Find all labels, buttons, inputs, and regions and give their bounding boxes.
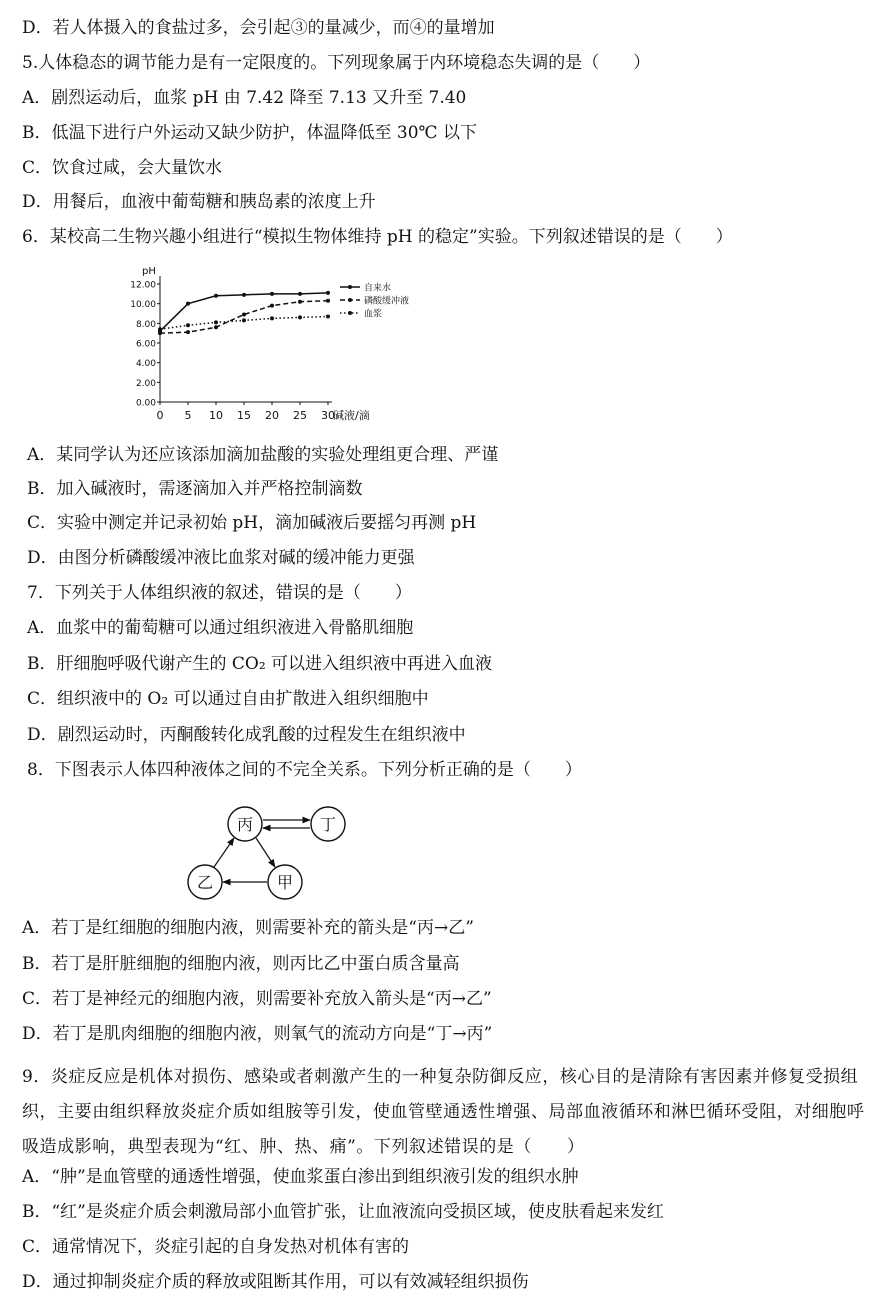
y-tick-label: 8.00 bbox=[135, 319, 156, 330]
q8-option-a: A．若丁是红细胞的细胞内液，则需要补充的箭头是“丙→乙” bbox=[22, 918, 474, 938]
question-6: 6．某校高二生物兴趣小组进行“模拟生物体维持 pH 的稳定”实验。下列叙述错误的是（ ） bbox=[22, 227, 733, 247]
x-tick-label: 10 bbox=[209, 409, 223, 422]
node-jia-label: 甲 bbox=[276, 873, 294, 892]
series-2-point bbox=[214, 325, 218, 329]
q8-option-d: D．若丁是肌肉细胞的细胞内液，则氧气的流动方向是“丁→丙” bbox=[22, 1024, 493, 1044]
x-axis-ticks bbox=[157, 402, 336, 422]
ph-line-chart bbox=[120, 262, 430, 432]
q5-option-b: B．低温下进行户外运动又缺少防护，体温降低至 30℃ 以下 bbox=[22, 123, 477, 143]
q8-option-c: C．若丁是神经元的细胞内液，则需要补充放入箭头是“丙→乙” bbox=[22, 989, 492, 1009]
x-tick-label: 15 bbox=[237, 409, 251, 422]
q7-option-a: A．血浆中的葡萄糖可以通过组织液进入骨骼肌细胞 bbox=[27, 618, 414, 638]
series-1-point bbox=[214, 294, 218, 298]
series-3-point bbox=[214, 320, 218, 324]
q9-option-c: C．通常情况下，炎症引起的自身发热对机体有害的 bbox=[22, 1237, 410, 1257]
q5-option-a: A．剧烈运动后，血浆 pH 由 7.42 降至 7.13 又升至 7.40 bbox=[22, 88, 467, 108]
q9-option-d: D．通过抑制炎症介质的释放或阻断其作用，可以有效减轻组织损伤 bbox=[22, 1272, 529, 1292]
x-axis-label: 碱液/滴 bbox=[333, 409, 370, 422]
series-3-point bbox=[326, 314, 330, 318]
series-1-point bbox=[186, 302, 190, 306]
series-2-point bbox=[186, 330, 190, 334]
arrow-yi-to-bing bbox=[214, 838, 234, 867]
y-tick-label: 12.00 bbox=[130, 280, 156, 291]
y-tick-label: 4.00 bbox=[135, 359, 156, 370]
q5-option-c: C．饮食过咸，会大量饮水 bbox=[22, 158, 223, 178]
series-3-point bbox=[186, 323, 190, 327]
legend-label-2: 磷酸缓冲液 bbox=[364, 296, 410, 307]
question-8: 8．下图表示人体四种液体之间的不完全关系。下列分析正确的是（ ） bbox=[27, 760, 582, 780]
series-3-point bbox=[242, 318, 246, 322]
q5-option-d: D．用餐后，血液中葡萄糖和胰岛素的浓度上升 bbox=[22, 192, 376, 212]
q7-option-b: B．肝细胞呼吸代谢产生的 CO₂ 可以进入组织液中再进入血液 bbox=[27, 654, 493, 674]
q6-option-a: A．某同学认为还应该添加滴加盐酸的实验处理组更合理、严谨 bbox=[27, 445, 499, 465]
series-2-point bbox=[158, 331, 162, 335]
node-yi-label: 乙 bbox=[196, 873, 214, 892]
q7-option-d: D．剧烈运动时，丙酮酸转化成乳酸的过程发生在组织液中 bbox=[27, 725, 466, 745]
x-tick-label: 20 bbox=[265, 409, 279, 422]
q6-option-d: D．由图分析磷酸缓冲液比血浆对碱的缓冲能力更强 bbox=[27, 548, 415, 568]
y-axis-label: pH bbox=[142, 266, 156, 277]
question-7: 7．下列关于人体组织液的叙述，错误的是（ ） bbox=[27, 583, 412, 603]
series-2-point bbox=[242, 312, 246, 316]
y-axis-ticks bbox=[130, 281, 160, 409]
x-tick-label: 30 bbox=[321, 409, 335, 422]
chart-series bbox=[158, 291, 330, 335]
question-5: 5.人体稳态的调节能力是有一定限度的。下列现象属于内环境稳态失调的是（ ） bbox=[22, 53, 651, 73]
q9-option-a: A．“肿”是血管壁的通透性增强，使血浆蛋白渗出到组织液引发的组织水肿 bbox=[22, 1167, 579, 1187]
series-2-point bbox=[326, 299, 330, 303]
option-d-q4: D．若人体摄入的食盐过多，会引起③的量减少，而④的量增加 bbox=[22, 18, 495, 38]
question-9: 9．炎症反应是机体对损伤、感染或者刺激产生的一种复杂防御反应，核心目的是清除有害因素并修复受损组织，主要由组织释放炎症介质如组胺等引发，使血管壁通透性增强、局部血液循环和淋巴循环受阻，对细胞呼吸造成影响，典型表现为“红、肿、热、痛”。下列叙述错误的是（ ） bbox=[22, 1067, 865, 1157]
legend-label-3: 血浆 bbox=[364, 309, 383, 320]
legend-marker-1 bbox=[348, 285, 352, 289]
q6-option-c: C．实验中测定并记录初始 pH，滴加碱液后要摇匀再测 pH bbox=[27, 513, 477, 533]
q9-option-b: B．“红”是炎症介质会刺激局部小血管扩张，让血液流向受损区域，使皮肤看起来发红 bbox=[22, 1202, 664, 1222]
series-3-point bbox=[270, 316, 274, 320]
series-1-point bbox=[298, 292, 302, 296]
y-tick-label: 6.00 bbox=[135, 339, 156, 350]
series-3-point bbox=[158, 327, 162, 331]
legend-marker-2 bbox=[348, 298, 352, 302]
x-tick-label: 0 bbox=[156, 409, 164, 422]
legend-marker-3 bbox=[348, 311, 352, 315]
y-tick-label: 2.00 bbox=[135, 378, 156, 389]
q7-option-c: C．组织液中的 O₂ 可以通过自由扩散进入组织细胞中 bbox=[27, 689, 429, 709]
series-2-point bbox=[298, 300, 302, 304]
series-1-point bbox=[326, 291, 330, 295]
q6-option-b: B．加入碱液时，需逐滴加入并严格控制滴数 bbox=[27, 479, 363, 499]
series-3-point bbox=[298, 315, 302, 319]
legend-label-1: 自来水 bbox=[364, 283, 392, 294]
y-tick-label: 10.00 bbox=[130, 300, 156, 311]
chart-legend bbox=[340, 282, 409, 320]
fluid-relationship-diagram bbox=[176, 803, 366, 908]
x-tick-label: 5 bbox=[184, 409, 192, 422]
arrow-bing-to-jia bbox=[256, 838, 275, 867]
node-ding-label: 丁 bbox=[319, 815, 337, 834]
y-tick-label: 0.00 bbox=[135, 398, 156, 409]
x-tick-label: 25 bbox=[293, 409, 307, 422]
series-line-3 bbox=[160, 316, 328, 329]
series-1-point bbox=[242, 293, 246, 297]
node-bing-label: 丙 bbox=[236, 815, 254, 834]
q8-option-b: B．若丁是肝脏细胞的细胞内液，则丙比乙中蛋白质含量高 bbox=[22, 954, 460, 974]
series-2-point bbox=[270, 304, 274, 308]
series-1-point bbox=[270, 292, 274, 296]
